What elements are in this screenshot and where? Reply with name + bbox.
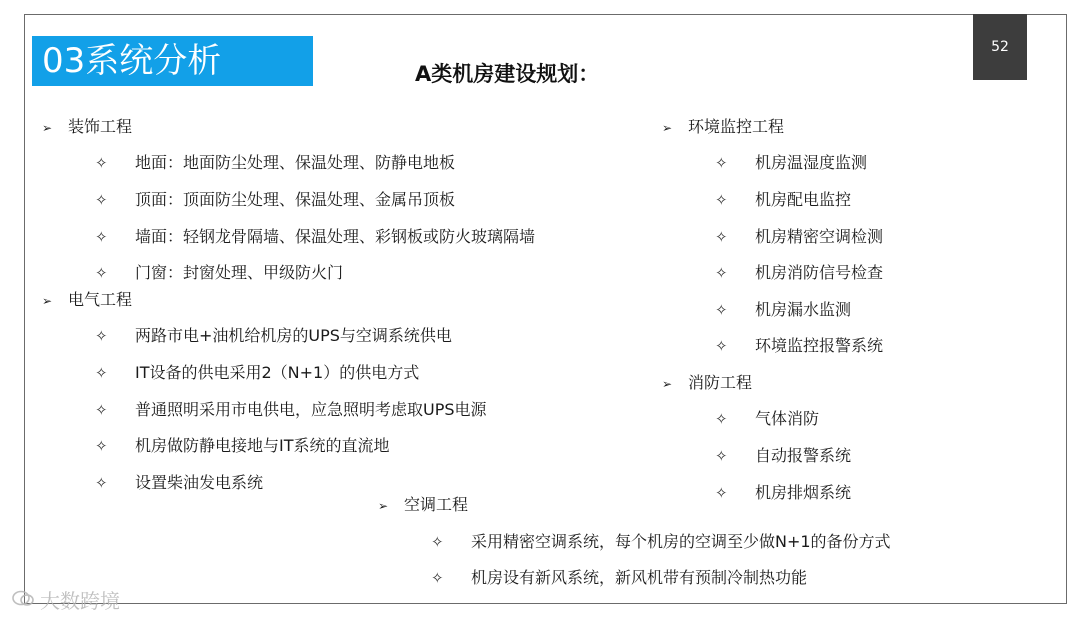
item-text: 地面：地面防尘处理、保温处理、防静电地板 xyxy=(135,153,456,172)
diamond-bullet-icon: ✧ xyxy=(715,264,728,282)
arrow-bullet-icon: ➢ xyxy=(378,499,389,513)
slide-title: A类机房建设规划： xyxy=(415,62,600,86)
list-item xyxy=(715,480,851,503)
arrow-bullet-icon: ➢ xyxy=(662,121,673,135)
item-text: 气体消防 xyxy=(755,409,820,428)
list-item xyxy=(95,187,455,210)
heading-text: 空调工程 xyxy=(404,495,469,514)
diamond-bullet-icon: ✧ xyxy=(715,410,728,428)
diamond-bullet-icon: ✧ xyxy=(95,401,108,419)
list-item xyxy=(95,433,390,456)
heading-text: 装饰工程 xyxy=(68,117,133,136)
arrow-bullet-icon: ➢ xyxy=(42,121,53,135)
diamond-bullet-icon: ✧ xyxy=(95,474,108,492)
item-text: 机房排烟系统 xyxy=(755,483,852,502)
arrow-bullet-icon: ➢ xyxy=(662,377,673,391)
list-item xyxy=(715,260,883,283)
watermark xyxy=(12,585,120,614)
list-item xyxy=(715,187,851,210)
list-item xyxy=(715,150,867,173)
item-text: 普通照明采用市电供电，应急照明考虑取UPS电源 xyxy=(135,400,487,419)
diamond-bullet-icon: ✧ xyxy=(715,154,728,172)
item-text: 采用精密空调系统，每个机房的空调至少做N+1的备份方式 xyxy=(471,532,891,551)
diamond-bullet-icon: ✧ xyxy=(95,327,108,345)
diamond-bullet-icon: ✧ xyxy=(715,191,728,209)
item-text: 机房消防信号检查 xyxy=(755,263,884,282)
diamond-bullet-icon: ✧ xyxy=(95,364,108,382)
list-item xyxy=(715,297,851,320)
diamond-bullet-icon: ✧ xyxy=(95,228,108,246)
chat-bubble-logo-icon xyxy=(12,590,34,612)
item-text: 两路市电+油机给机房的UPS与空调系统供电 xyxy=(135,326,452,345)
item-text: 机房温湿度监测 xyxy=(755,153,868,172)
diamond-bullet-icon: ✧ xyxy=(95,154,108,172)
aircon-heading xyxy=(378,492,468,515)
list-item xyxy=(95,260,343,283)
list-item xyxy=(95,224,535,247)
electrical-heading xyxy=(42,287,132,310)
section-tag: 03系统分析 xyxy=(32,36,313,86)
list-item xyxy=(95,323,452,346)
diamond-bullet-icon: ✧ xyxy=(715,301,728,319)
diamond-bullet-icon: ✧ xyxy=(715,337,728,355)
item-text: 机房设有新风系统，新风机带有预制冷制热功能 xyxy=(471,568,808,587)
heading-text: 电气工程 xyxy=(68,290,133,309)
item-text: 墙面：轻钢龙骨隔墙、保温处理、彩钢板或防火玻璃隔墙 xyxy=(135,227,536,246)
item-text: 机房漏水监测 xyxy=(755,300,852,319)
list-item xyxy=(715,333,883,356)
item-text: 机房配电监控 xyxy=(755,190,852,209)
diamond-bullet-icon: ✧ xyxy=(95,264,108,282)
page-number: 52 xyxy=(973,14,1027,80)
diamond-bullet-icon: ✧ xyxy=(95,437,108,455)
diamond-bullet-icon: ✧ xyxy=(431,569,444,587)
list-item xyxy=(431,529,891,552)
diamond-bullet-icon: ✧ xyxy=(715,447,728,465)
list-item xyxy=(431,565,807,588)
diamond-bullet-icon: ✧ xyxy=(715,484,728,502)
heading-text: 环境监控工程 xyxy=(688,117,785,136)
item-text: IT设备的供电采用2（N+1）的供电方式 xyxy=(135,363,420,382)
item-text: 顶面：顶面防尘处理、保温处理、金属吊顶板 xyxy=(135,190,456,209)
monitoring-heading xyxy=(662,114,784,137)
decoration-heading xyxy=(42,114,132,137)
item-text: 环境监控报警系统 xyxy=(755,336,884,355)
item-text: 自动报警系统 xyxy=(755,446,852,465)
heading-text: 消防工程 xyxy=(688,373,753,392)
slide-frame xyxy=(24,14,1067,604)
watermark-text: 大数跨境 xyxy=(40,589,120,613)
item-text: 门窗：封窗处理、甲级防火门 xyxy=(135,263,344,282)
item-text: 机房精密空调检测 xyxy=(755,227,884,246)
diamond-bullet-icon: ✧ xyxy=(715,228,728,246)
list-item xyxy=(715,443,851,466)
list-item xyxy=(95,397,487,420)
list-item xyxy=(715,406,819,429)
item-text: 机房做防静电接地与IT系统的直流地 xyxy=(135,436,390,455)
diamond-bullet-icon: ✧ xyxy=(431,533,444,551)
list-item xyxy=(715,224,883,247)
list-item xyxy=(95,150,455,173)
fire-heading xyxy=(662,370,752,393)
list-item xyxy=(95,360,419,383)
arrow-bullet-icon: ➢ xyxy=(42,294,53,308)
diamond-bullet-icon: ✧ xyxy=(95,191,108,209)
item-text: 设置柴油发电系统 xyxy=(135,473,264,492)
list-item xyxy=(95,470,263,493)
